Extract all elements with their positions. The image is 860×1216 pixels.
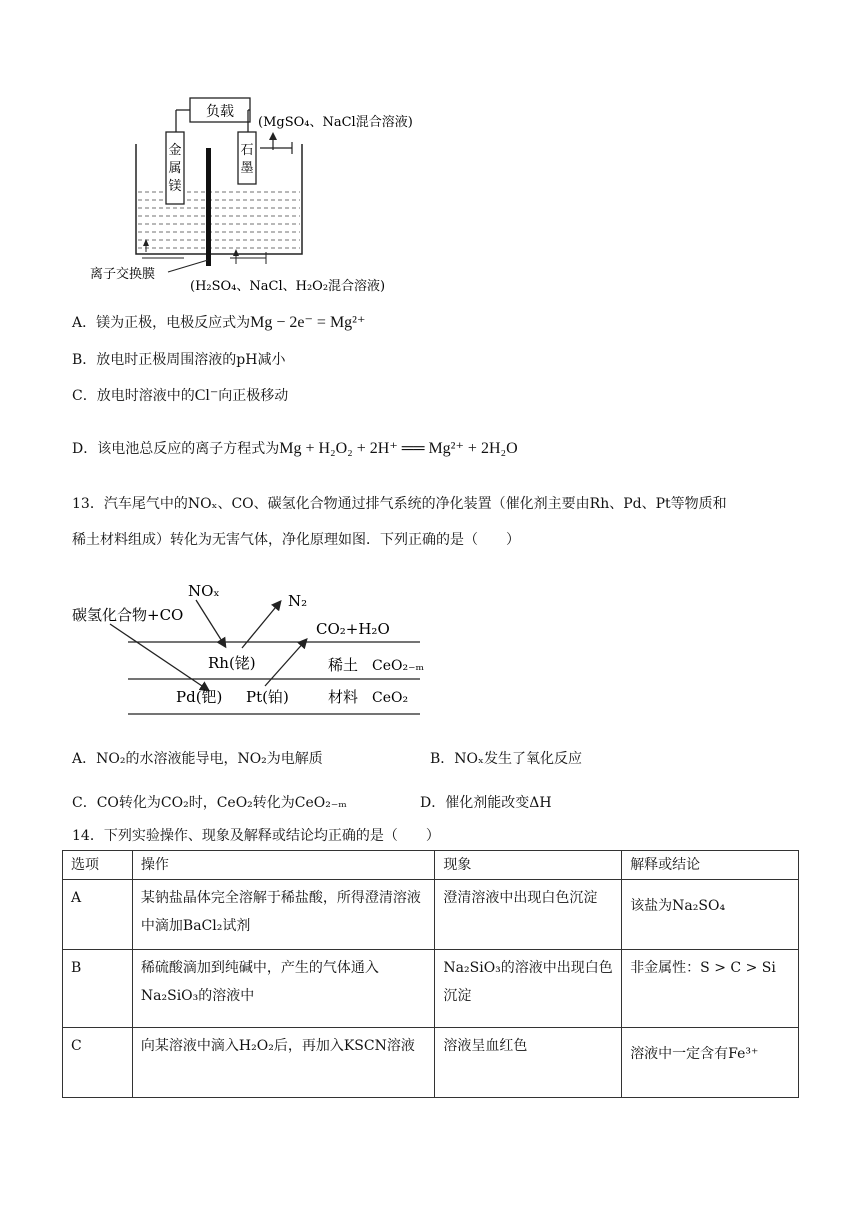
bottom-solution-label: (H₂SO₄、NaCl、H₂O₂混合溶液) — [190, 279, 386, 294]
header-operation: 操作 — [132, 851, 435, 880]
q13-option-c[interactable]: C．CO转化为CO₂时，CeO₂转化为CeO₂₋ₘ — [72, 795, 347, 811]
pt-label: Pt(铂) — [246, 688, 289, 706]
row-operation: 稀硫酸滴加到纯碱中，产生的气体通入Na₂SiO₃的溶液中 — [132, 950, 435, 1028]
q12-option-a[interactable]: A．镁为正极，电极反应式为Mg − 2e⁻ = Mg²⁺ — [72, 314, 366, 331]
ceo2-label: CeO₂ — [372, 690, 409, 706]
row-phenomenon: 溶液呈血红色 — [435, 1028, 622, 1098]
nox-label: NOₓ — [188, 582, 220, 600]
q13-stem-line1: 13．汽车尾气中的NOₓ、CO、碳氢化合物通过排气系统的净化装置（催化剂主要由Rh、Pd、Pt等物质和 — [72, 496, 727, 512]
co2-h2o-label: CO₂+H₂O — [316, 620, 390, 638]
load-label: 负载 — [206, 104, 234, 120]
q14-stem: 14．下列实验操作、现象及解释或结论均正确的是（ ） — [72, 828, 440, 844]
q12-option-d[interactable]: D．该电池总反应的离子方程式为Mg + H₂O₂ + 2H⁺ ══ Mg²⁺ + 2H₂O — [72, 440, 518, 457]
header-phenomenon: 现象 — [435, 851, 622, 880]
row-operation: 向某溶液中滴入H₂O₂后，再加入KSCN溶液 — [132, 1028, 435, 1098]
row-conclusion: 该盐为Na₂SO₄ — [622, 880, 799, 950]
membrane-label: 离子交换膜 — [90, 267, 156, 282]
catalyst-diagram — [70, 576, 430, 720]
q12-a-formula: Mg − 2e⁻ = Mg²⁺ — [250, 314, 366, 331]
row-option: C — [63, 1028, 133, 1098]
q13-option-b[interactable]: B．NOₓ发生了氧化反应 — [430, 751, 582, 767]
table-row[interactable] — [63, 1028, 799, 1098]
table-row[interactable] — [63, 950, 799, 1028]
table-row[interactable] — [63, 880, 799, 950]
header-conclusion: 解释或结论 — [622, 851, 799, 880]
row-phenomenon: 澄清溶液中出现白色沉淀 — [435, 880, 622, 950]
material-label: 材料 — [328, 688, 359, 706]
q13-option-a[interactable]: A．NO₂的水溶液能导电，NO₂为电解质 — [72, 751, 323, 767]
electrode-left-label-3: 镁 — [168, 179, 182, 194]
battery-diagram — [80, 92, 440, 302]
row-phenomenon: Na₂SiO₃的溶液中出现白色沉淀 — [435, 950, 622, 1028]
q12-option-c[interactable]: C．放电时溶液中的Cl⁻向正极移动 — [72, 387, 289, 404]
q13-option-d[interactable]: D．催化剂能改变ΔH — [420, 795, 552, 811]
q12-option-b[interactable]: B．放电时正极周围溶液的pH减小 — [72, 352, 286, 368]
table-header-row — [63, 851, 799, 880]
rare-earth-label: 稀土 — [328, 656, 359, 674]
electrode-right-label-1: 石 — [240, 143, 254, 158]
q13-stem-line2: 稀土材料组成）转化为无害气体，净化原理如图．下列正确的是（ ） — [72, 532, 520, 548]
q14-table — [62, 850, 799, 1098]
row-operation: 某钠盐晶体完全溶解于稀盐酸，所得澄清溶液中滴加BaCl₂试剂 — [132, 880, 435, 950]
top-solution-label: (MgSO₄、NaCl混合溶液) — [258, 115, 413, 130]
electrode-left-label-2: 属 — [168, 161, 182, 176]
electrode-left-label-1: 金 — [168, 143, 182, 158]
row-option: A — [63, 880, 133, 950]
row-conclusion: 非金属性：S > C > Si — [622, 950, 799, 1028]
rh-label: Rh(铑) — [208, 654, 256, 672]
header-option: 选项 — [63, 851, 133, 880]
ceo2m-label: CeO₂₋ₘ — [372, 658, 425, 674]
row-conclusion: 溶液中一定含有Fe³⁺ — [622, 1028, 799, 1098]
pd-label: Pd(钯) — [176, 688, 223, 706]
row-option: B — [63, 950, 133, 1028]
hc-co-label: 碳氢化合物+CO — [72, 606, 184, 624]
q12-d-formula: Mg + H₂O₂ + 2H⁺ ══ Mg²⁺ + 2H₂O — [279, 440, 518, 457]
electrode-right-label-2: 墨 — [240, 161, 254, 176]
n2-label: N₂ — [288, 592, 308, 610]
